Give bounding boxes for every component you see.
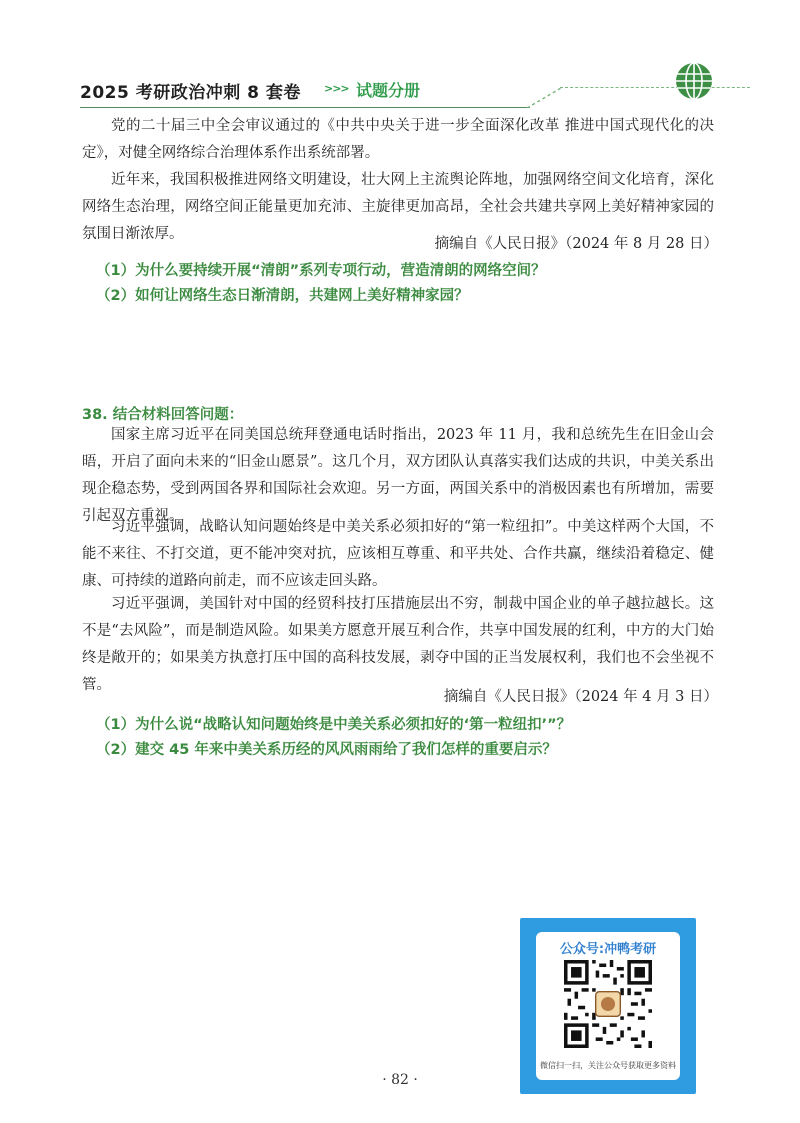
paragraph: 党的二十届三中全会审议通过的《中共中央关于进一步全面深化改革 推进中国式现代化的决定》，对健全网络综合治理体系作出系统部署。 bbox=[82, 118, 714, 161]
globe-icon bbox=[674, 61, 714, 101]
section-label: 试题分册 bbox=[356, 81, 421, 100]
question: （2）建交 45 年来中美关系历经的风风雨雨给了我们怎样的重要启示？ bbox=[96, 742, 557, 758]
book-title: 2025 考研政治冲刺 8 套卷 bbox=[80, 83, 301, 103]
source-citation: 摘编自《人民日报》（2024 年 8 月 28 日） bbox=[434, 236, 718, 252]
paragraph: 国家主席习近平在同美国总统拜登通电话时指出，2023 年 11 月，我和总统先生在旧金山会晤，开启了面向未来的“旧金山愿景”。这几个月，双方团队认真落实我们达成的共识，中美关系出现企稳态势，受到两国各界和国际社会欢迎。另一方面，两国关系中的消极因素也有所增加，需要引起双方重视。 bbox=[82, 427, 714, 524]
qr-card bbox=[520, 918, 696, 1094]
qr-caption: 微信扫一扫，关注公众号获取更多资料 bbox=[540, 1061, 676, 1070]
header-dash-rule bbox=[560, 87, 750, 88]
paragraph: 近年来，我国积极推进网络文明建设，壮大网上主流舆论阵地，加强网络空间文化培育，深化网络生态治理，网络空间正能量更加充沛、主旋律更加高昂，全社会共建共享网上美好精神家园的氛围日渐浓厚。 bbox=[82, 172, 714, 242]
question: （1）为什么说“战略认知问题始终是中美关系必须扣好的‘第一粒纽扣’”？ bbox=[96, 717, 572, 733]
page-number: · 82 · bbox=[382, 1072, 418, 1088]
paragraph: 习近平强调，战略认知问题始终是中美关系必须扣好的“第一粒纽扣”。中美这样两个大国，不能不来往、不打交道，更不能冲突对抗，应该相互尊重、和平共处、合作共赢，继续沿着稳定、健康、可持续的道路向前走，而不应该走回头路。 bbox=[82, 519, 714, 589]
source-citation: 摘编自《人民日报》（2024 年 4 月 3 日） bbox=[443, 689, 718, 705]
page-header bbox=[80, 76, 720, 116]
qr-title: 公众号:冲鸭考研 bbox=[559, 942, 657, 957]
question-heading: 38. 结合材料回答问题： bbox=[82, 407, 244, 423]
question: （1）为什么要持续开展“清朗”系列专项行动，营造清朗的网络空间？ bbox=[96, 263, 546, 279]
qr-code-icon[interactable] bbox=[564, 960, 652, 1048]
header-arrows: >>> bbox=[324, 82, 349, 95]
paragraph: 习近平强调，美国针对中国的经贸科技打压措施层出不穷，制裁中国企业的单子越拉越长。这不是“去风险”，而是制造风险。如果美方愿意开展互利合作，共享中国发展的红利，中方的大门始终是敞开的；如果美方执意打压中国的高科技发展，剥夺中国的正当发展权利，我们也不会坐视不管。 bbox=[82, 596, 714, 693]
question: （2）如何让网络生态日渐清朗，共建网上美好精神家园？ bbox=[96, 288, 469, 304]
header-dash-line bbox=[525, 88, 565, 108]
qr-panel bbox=[536, 932, 680, 1080]
header-rule bbox=[80, 107, 530, 108]
